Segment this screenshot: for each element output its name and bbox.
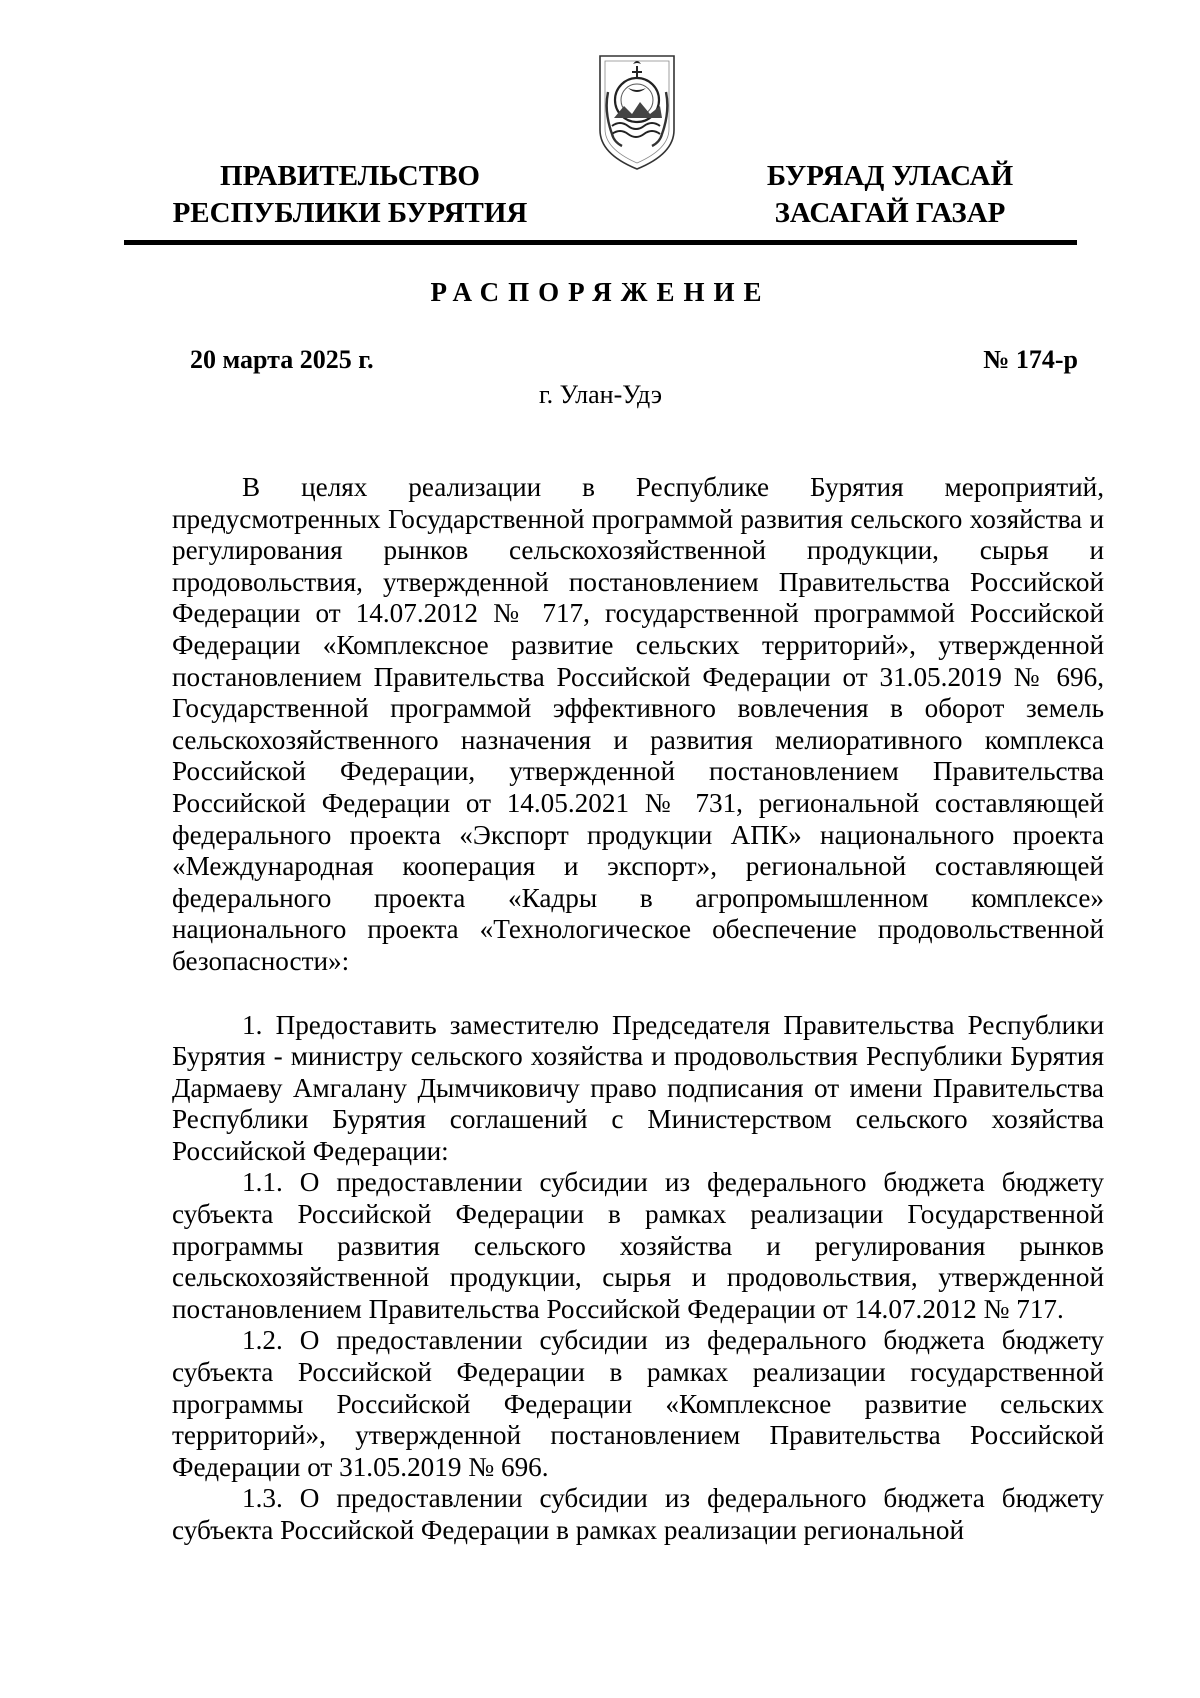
government-title-ru-line1: ПРАВИТЕЛЬСТВО: [220, 160, 480, 192]
government-title-bua: [740, 158, 1040, 232]
government-title-ru-line2: РЕСПУБЛИКИ БУРЯТИЯ: [172, 197, 528, 229]
item-1-1-paragraph: 1.1. О предоставлении субсидии из федерального бюджета бюджету субъекта Российской Федерации в рамках реализации Государственной программы развития сельского хозяйства и регулирования рынков сельскохозяйственной продукции, сырья и продовольствия, утвержденной постановлением Правительства Российской Федерации от 14.07.2012 № 717.: [172, 1167, 1104, 1324]
item-1-3-paragraph: 1.3. О предоставлении субсидии из федерального бюджета бюджету субъекта Российской Федерации в рамках реализации региональной: [172, 1483, 1104, 1545]
coat-of-arms-icon: [594, 52, 680, 172]
header-divider: [124, 240, 1077, 245]
government-title-bua-line1: БУРЯАД УЛАСАЙ: [766, 160, 1014, 192]
preamble-paragraph: В целях реализации в Республике Бурятия мероприятий, предусмотренных Государственной программой развития сельского хозяйства и регулирования рынков сельскохозяйственной продукции, сырья и продовольствия, утвержденной постановлением Правительства Российской Федерации от 14.07.2012 № 717, государственной программой Российской Федерации «Комплексное развитие сельских территорий», утвержденной постановлением Правительства Российской Федерации от 31.05.2019 № 696, Государственной программой эффективного вовлечения в оборот земель сельскохозяйственного назначения и развития мелиоративного комплекса Российской Федерации, утвержденной постановлением Правительства Российской Федерации от 14.05.2021 № 731, региональной составляющей федерального проекта «Экспорт продукции АПК» национального проекта «Международная кооперация и экспорт», региональной составляющей федерального проекта «Кадры в агропромышленном комплексе» национального проекта «Технологическое обеспечение продовольственной безопасности»:: [172, 472, 1104, 976]
government-title-ru: [170, 158, 530, 232]
document-body: [172, 472, 1104, 1547]
document-type: РАСПОРЯЖЕНИЕ: [430, 277, 771, 307]
item-1-2-paragraph: 1.2. О предоставлении субсидии из федерального бюджета бюджету субъекта Российской Федерации в рамках реализации государственной программы Российской Федерации «Комплексное развитие сельских территорий», утвержденной постановлением Правительства Российской Федерации от 31.05.2019 № 696.: [172, 1325, 1104, 1482]
document-city: г. Улан-Удэ: [538, 380, 663, 409]
item-1-paragraph: 1. Предоставить заместителю Председателя Правительства Республики Бурятия - министру сельского хозяйства и продовольствия Республики Бурятия Дармаеву Амгалану Дымчиковичу право подписания от имени Правительства Республики Бурятия соглашений с Министерством сельского хозяйства Российской Федерации:: [172, 1009, 1104, 1166]
document-date: 20 марта 2025 г.: [190, 345, 374, 374]
document-number: № 174-р: [983, 345, 1078, 374]
government-title-bua-line2: ЗАСАГАЙ ГАЗАР: [774, 197, 1006, 229]
